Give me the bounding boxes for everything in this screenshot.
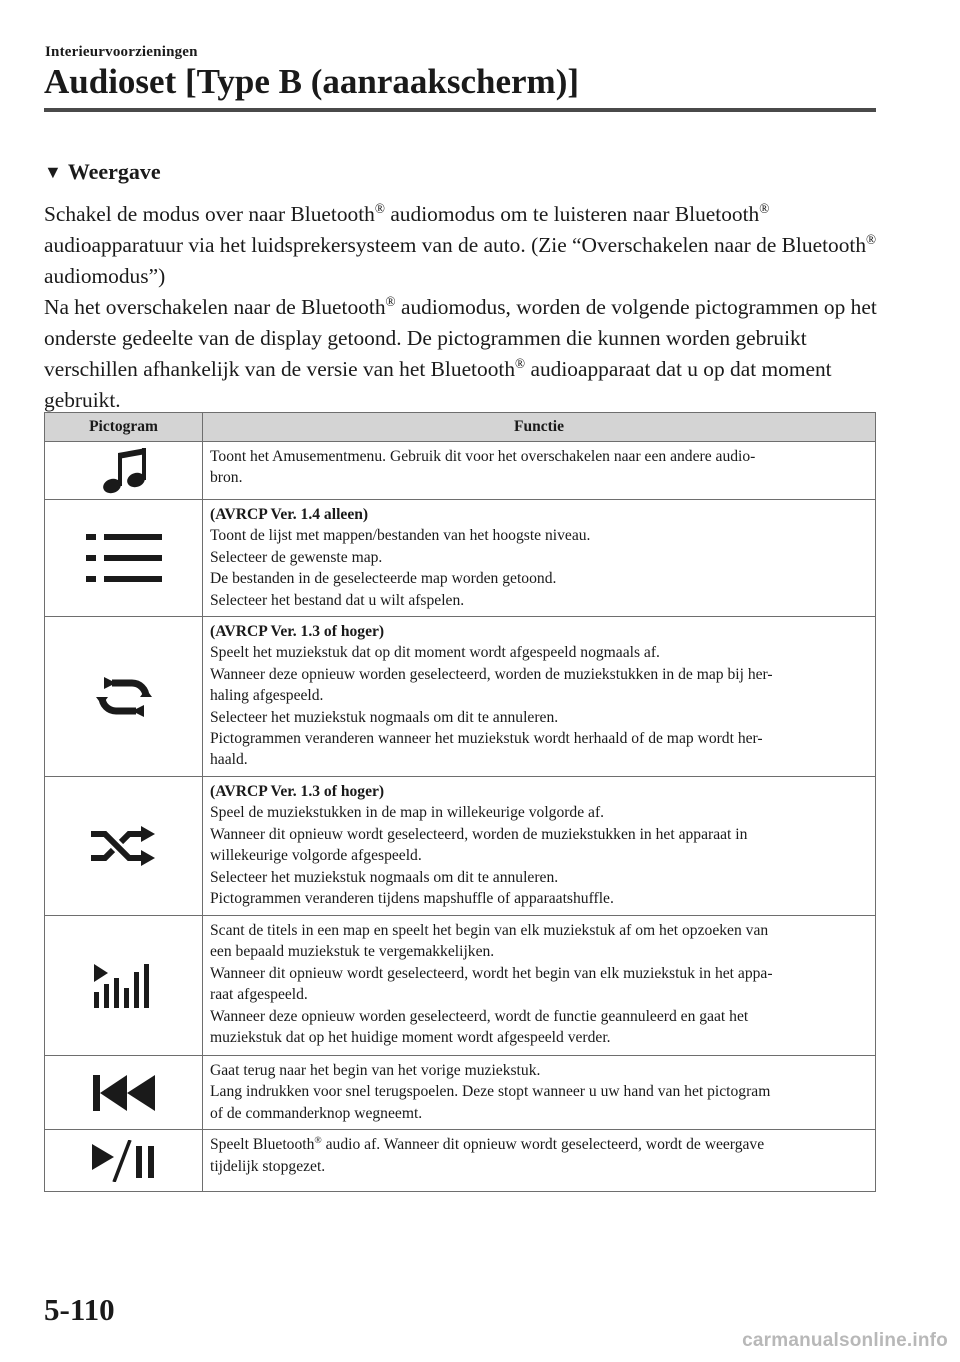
scan-icon [92,964,156,1008]
table-row: (AVRCP Ver. 1.3 of hoger) Speel de muziekstukken in de map in willekeurige volgorde af. Wanneer dit opnieuw wordt geselecteerd, worden de muziekstukken in het apparaat in willekeurige volgorde afgespeeld. Selecteer het muziekstuk nogmaals om dit te annuleren. Pictogrammen veranderen tijdens mapshuffle of apparaatshuffle. [45,777,876,916]
subsection-title: Weergave [67,159,161,184]
table-row: Toont het Amusementmenu. Gebruik dit voor het overschakelen naar een andere audio- bron. [45,442,876,500]
table-row: Gaat terug naar het begin van het vorige muziekstuk. Lang indrukken voor snel terugspoelen. Deze stopt wanneer u uw hand van het pictogram of de commanderknop wegneemt. [45,1056,876,1130]
intro-text [44,199,879,416]
table-row: (AVRCP Ver. 1.3 of hoger) Speelt het muziekstuk dat op dit moment wordt afgespeeld nogmaals af. Wanneer deze opnieuw worden geselecteerd, worden de muziekstukken in de map bij her- haling afgespeeld. Selecteer het muziekstuk nogmaals om dit te annuleren. Pictogrammen veranderen wanneer het muziekstuk wordt herhaald of de map wordt her- haald. [45,617,876,777]
list-icon [86,534,162,582]
page-title: Audioset [Type B (aanraakscherm)] [44,62,580,101]
table-row: Speelt Bluetooth® audio af. Wanneer dit opnieuw wordt geselecteerd, wordt de weergave tijdelijk stopgezet. [45,1130,876,1192]
previous-track-icon [93,1075,155,1111]
subsection-heading [44,159,161,185]
triangle-marker-icon: ▼ [44,162,62,182]
watermark: carmanualsonline.info [742,1330,948,1351]
column-header-pictogram: Pictogram [45,413,203,442]
intro-paragraph-1: Schakel de modus over naar Bluetooth® audiomodus om te luisteren naar Bluetooth® audioapparatuur via het luidsprekersysteem van de auto. (Zie “Overschakelen naar de Bluetooth® audiomodus”) [44,200,877,288]
play-pause-icon [92,1140,156,1182]
table-row: (AVRCP Ver. 1.4 alleen) Toont de lijst met mappen/bestanden van het hoogste niveau. Selecteer de gewenste map. De bestanden in de geselecteerde map worden getoond. Selecteer het bestand dat u wilt afspelen. [45,500,876,617]
section-label: Interieurvoorzieningen [45,44,198,60]
table-header-row [45,413,876,442]
music-note-icon [101,446,147,496]
page-number: 5-110 [44,1292,115,1327]
icon-function-table [44,412,876,1192]
repeat-icon [92,677,156,717]
column-header-function: Functie [203,413,876,442]
intro-paragraph-2: Na het overschakelen naar de Bluetooth® audiomodus, worden de volgende pictogrammen op het onderste gedeelte van de display getoond. De pictogrammen die kunnen worden gebruikt verschillen afhankelijk van de versie van het Bluetooth® audioapparaat dat u op dat moment gebruikt. [44,293,877,412]
table-row: Scant de titels in een map en speelt het begin van elk muziekstuk af om het opzoeken van een bepaald muziekstuk te vergemakkelijken. Wanneer dit opnieuw wordt geselecteerd, wordt het begin van elk muziekstuk in het appa- raat afgespeeld. Wanneer deze opnieuw worden geselecteerd, wordt de functie geannuleerd en gaat het muziekstuk dat op het huidige moment wordt afgespeeld verder. [45,916,876,1056]
shuffle-icon [91,826,157,866]
title-rule [44,108,876,112]
